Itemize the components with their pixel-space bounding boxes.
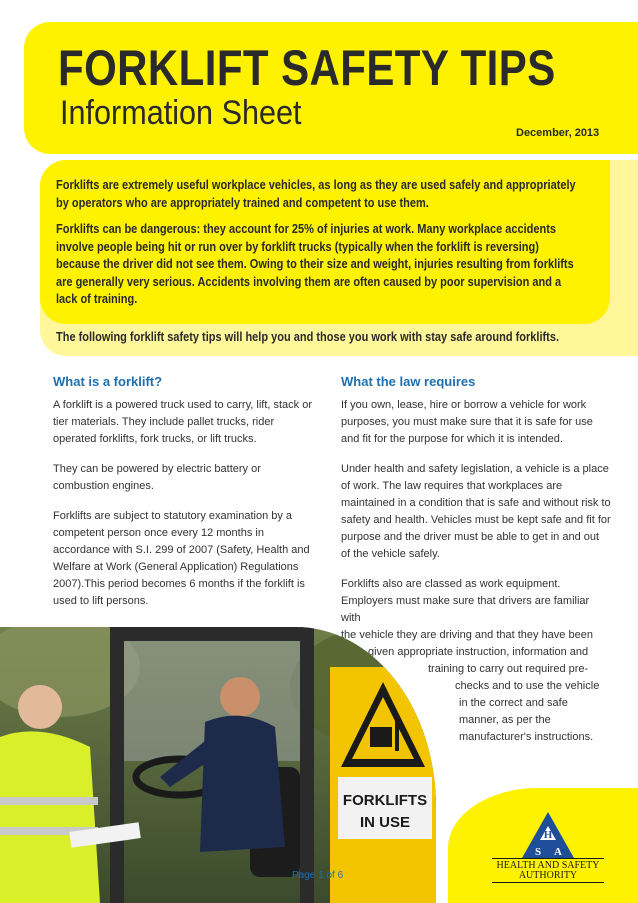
what-is-paragraph-3: Forklifts are subject to statutory examination by a competent person once every 12 months in accordance with S.I. 299 of 2007 (Safety, Health and Welfare at Work (General Application) Regulations 2007).This period becomes 6 months if the forklift is used to lift persons. xyxy=(53,510,310,607)
law-line: given appropriate instruction, information and xyxy=(368,646,589,658)
law-line: checks and to use the vehicle xyxy=(455,680,600,692)
intro-text xyxy=(56,177,584,318)
law-line: the vehicle they are driving and that they have been xyxy=(341,629,593,641)
sign-text-line-1: FORKLIFTS xyxy=(342,792,428,809)
tips-lead-line: The following forklift safety tips will help you and those you work with stay safe around forklifts. xyxy=(56,330,560,344)
intro-paragraph-1: Forklifts are extremely useful workplace vehicles, as long as they are used safely and appropriately by operators who are appropriately trained and competent to use them. xyxy=(56,178,576,210)
law-line: Forklifts also are classed as work equipment. xyxy=(341,578,561,590)
law-line: manufacturer's instructions. xyxy=(459,731,594,743)
hsa-logo-icon xyxy=(492,808,604,898)
law-paragraph-1: If you own, lease, hire or borrow a vehicle for work purposes, you must make sure that it is safe for use and fit for the purpose for which it is intended. xyxy=(341,399,593,445)
page-title: FORKLIFT SAFETY TIPS xyxy=(58,40,556,96)
section-heading-law: What the law requires xyxy=(341,374,476,389)
law-paragraph-2: Under health and safety legislation, a vehicle is a place of work. The law requires that workplaces are maintained in a condition that is safe and without risk to safety and health. Vehicles must be kept safe and fit for purpose and the driver must be able to get in and out of the vehicle safely. xyxy=(341,463,611,560)
logo-text-line-2: AUTHORITY xyxy=(492,870,604,883)
intro-paragraph-2: Forklifts can be dangerous: they account for 25% of injuries at work. Many workplace accidents involve people being hit or run over by forklift trucks (typically when the forklift is reversing) because the driver did not see them. Owing to their size and weight, injuries resulting from forklifts are generally very serious. Accidents involving them are often caused by poor supervision and a lack of training. xyxy=(56,222,574,306)
logo-letter-a: A xyxy=(554,846,562,858)
law-line: in the correct and safe xyxy=(459,697,568,709)
what-is-paragraph-2: They can be powered by electric battery or combustion engines. xyxy=(53,463,261,492)
forklift-photo xyxy=(0,627,436,903)
law-line: manner, as per the xyxy=(459,714,551,726)
law-line: Employers must make sure that drivers are familiar with xyxy=(341,595,590,624)
page-number: Page 1 of 6 xyxy=(292,870,344,881)
logo-letter-h: H xyxy=(543,829,553,841)
sign-text-line-2: IN USE xyxy=(359,814,411,831)
section-heading-what-is: What is a forklift? xyxy=(53,374,163,389)
publication-date: December, 2013 xyxy=(516,127,600,139)
law-line: training to carry out required pre- xyxy=(428,663,589,675)
page-subtitle: Information Sheet xyxy=(60,94,302,132)
logo-text-line-1: HEALTH AND SAFETY xyxy=(492,858,604,871)
what-is-paragraph-1: A forklift is a powered truck used to carry, lift, stack or tier materials. They include pallet trucks, rider operated forklifts, fork trucks, or lift trucks. xyxy=(53,399,312,445)
what-is-forklift-section xyxy=(53,373,317,623)
logo-letter-s: S xyxy=(534,846,542,858)
